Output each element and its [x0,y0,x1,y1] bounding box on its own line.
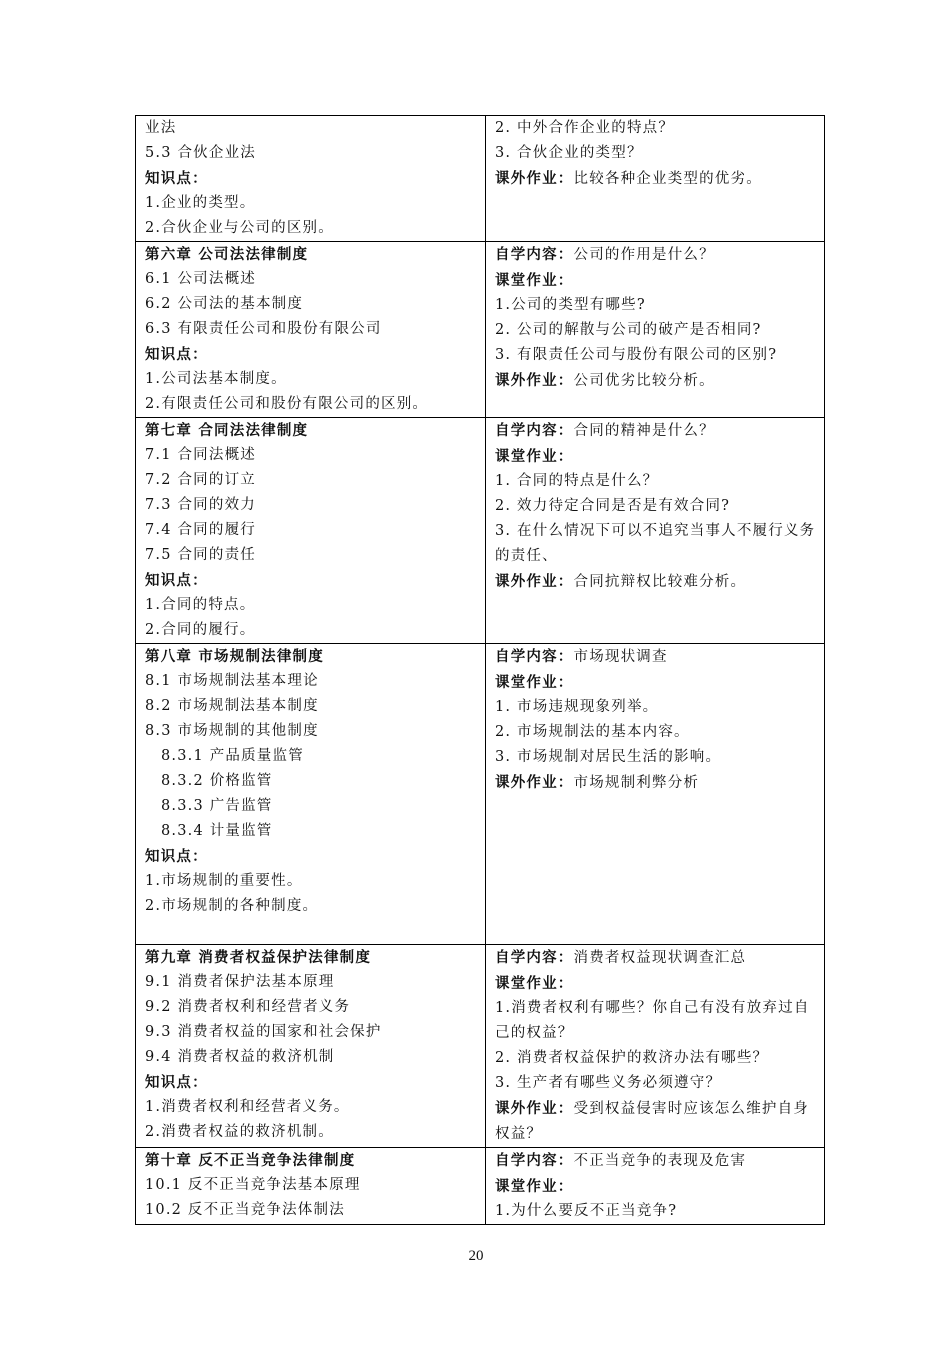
chapter-content-cell [136,945,486,1148]
content-line [495,1096,824,1147]
section-heading: 第七章 合同法法律制度 [145,422,309,439]
line-text: 公司的作用是什么？ [573,247,715,263]
line-label: 自学内容： [495,1152,574,1169]
content-line: 8.3.3 广告监管 [161,798,273,814]
content-line [495,770,824,796]
content-line: 1.公司的类型有哪些? [495,297,646,313]
content-line [495,1148,824,1174]
line-label: 自学内容： [495,246,574,263]
section-heading: 课堂作业： [495,674,574,691]
content-line: 7.3 合同的效力 [145,497,256,513]
content-line [495,945,824,971]
content-line: 2.有限责任公司和股份有限公司的区别。 [145,396,429,412]
section-heading: 知识点： [145,848,208,865]
section-heading: 课堂作业： [495,1178,574,1195]
content-line: 1.合同的特点。 [145,597,256,613]
content-line: 2. 消费者权益保护的救济办法有哪些？ [495,1050,769,1066]
content-line: 1.为什么要反不正当竞争? [495,1203,678,1219]
line-label: 自学内容： [495,949,574,966]
content-line: 3. 在什么情况下可以不追究当事人不履行义务的责任、 [495,523,816,564]
table-row [136,116,825,242]
content-line: 3. 生产者有哪些义务必须遵守？ [495,1075,722,1091]
section-heading: 第八章 市场规制法律制度 [145,648,324,665]
line-text: 不正当竞争的表现及危害 [573,1153,747,1169]
content-line: 6.2 公司法的基本制度 [145,296,304,312]
content-line: 3. 有限责任公司与股份有限公司的区别? [495,347,778,363]
content-line: 6.1 公司法概述 [145,271,256,287]
line-text: 合同的精神是什么？ [573,423,715,439]
content-line: 1.市场规制的重要性。 [145,873,303,889]
content-line: 8.3.1 产品质量监管 [161,748,304,764]
content-line: 8.1 市场规制法基本理论 [145,673,319,689]
content-line: 1.消费者权利有哪些？你自己有没有放弃过自己的权益？ [495,1000,810,1041]
chapter-content-cell [136,418,486,644]
content-line: 2. 市场规制法的基本内容。 [495,724,690,740]
line-text: 消费者权益现状调查汇总 [573,950,747,966]
chapter-content-cell [136,644,486,945]
content-line: 3. 合伙企业的类型？ [495,145,643,161]
line-label: 课外作业： [495,1100,574,1117]
content-line: 8.3 市场规制的其他制度 [145,723,319,739]
chapter-content-cell [136,116,486,242]
content-line: 1. 市场违规现象列举。 [495,699,659,715]
content-line: 1.企业的类型。 [145,195,256,211]
content-line: 2.合同的履行。 [145,622,256,638]
content-line: 7.1 合同法概述 [145,447,256,463]
assignment-cell [486,242,825,418]
content-line [145,919,485,944]
course-table [135,115,825,1225]
line-text: 受到权益侵害时应该怎么维护自身权益？ [495,1101,809,1142]
content-line: 10.1 反不正当竞争法基本原理 [145,1177,361,1193]
section-heading: 第六章 公司法法律制度 [145,246,309,263]
content-line: 9.2 消费者权利和经营者义务 [145,999,351,1015]
content-line: 1.消费者权利和经营者义务。 [145,1099,350,1115]
section-heading: 第十章 反不正当竞争法律制度 [145,1152,356,1169]
line-text: 公司优劣比较分析。 [573,373,715,389]
content-line [495,166,824,192]
section-heading: 课堂作业： [495,448,574,465]
content-line: 3. 市场规制对居民生活的影响。 [495,749,722,765]
content-line: 7.2 合同的订立 [145,472,256,488]
assignment-cell [486,116,825,242]
content-line: 8.3.4 计量监管 [161,823,273,839]
table-row [136,1148,825,1225]
content-line: 9.1 消费者保护法基本原理 [145,974,335,990]
assignment-cell [486,1148,825,1225]
assignment-cell [486,945,825,1148]
line-label: 课外作业： [495,372,574,389]
page-number: 20 [468,1248,484,1264]
table-row [136,644,825,945]
content-line [495,242,824,268]
chapter-content-cell [136,242,486,418]
content-line: 1. 合同的特点是什么？ [495,473,659,489]
section-heading: 课堂作业： [495,975,574,992]
content-line: 8.3.2 价格监管 [161,773,273,789]
line-label: 课外作业： [495,573,574,590]
assignment-cell [486,418,825,644]
section-heading: 课堂作业： [495,272,574,289]
line-label: 课外作业： [495,170,574,187]
line-text: 比较各种企业类型的优劣。 [573,171,762,187]
content-line: 9.4 消费者权益的救济机制 [145,1049,335,1065]
content-line: 1.公司法基本制度。 [145,371,287,387]
content-line: 2. 效力待定合同是否是有效合同? [495,498,731,514]
line-label: 自学内容： [495,648,574,665]
content-line: 2.市场规制的各种制度。 [145,898,319,914]
content-line: 2.合伙企业与公司的区别。 [145,220,334,236]
section-heading: 知识点： [145,572,208,589]
table-row [136,242,825,418]
section-heading: 第九章 消费者权益保护法律制度 [145,949,372,966]
assignment-cell [486,644,825,945]
chapter-content-cell [136,1148,486,1225]
content-line: 2. 中外合作企业的特点？ [495,120,675,136]
content-line: 2.消费者权益的救济机制。 [145,1124,334,1140]
section-heading: 知识点： [145,170,208,187]
line-text: 市场规制利弊分析 [573,775,700,791]
content-line: 5.3 合伙企业法 [145,145,256,161]
content-line [495,418,824,444]
content-line: 2. 公司的解散与公司的破产是否相同? [495,322,762,338]
section-heading: 知识点： [145,1074,208,1091]
section-heading: 知识点： [145,346,208,363]
content-line: 8.2 市场规制法基本制度 [145,698,319,714]
content-line [495,368,824,394]
content-line: 6.3 有限责任公司和股份有限公司 [145,321,382,337]
table-row [136,418,825,644]
line-label: 自学内容： [495,422,574,439]
content-line: 7.4 合同的履行 [145,522,256,538]
line-label: 课外作业： [495,774,574,791]
content-line [495,644,824,670]
line-text: 合同抗辩权比较难分析。 [573,574,747,590]
line-text: 市场现状调查 [573,649,668,665]
content-line: 7.5 合同的责任 [145,547,256,563]
content-line: 业法 [145,120,177,136]
content-line: 10.2 反不正当竞争法体制法 [145,1202,345,1218]
table-row [136,945,825,1148]
content-line: 9.3 消费者权益的国家和社会保护 [145,1024,382,1040]
course-table-body [136,116,825,1225]
content-line [495,569,824,595]
